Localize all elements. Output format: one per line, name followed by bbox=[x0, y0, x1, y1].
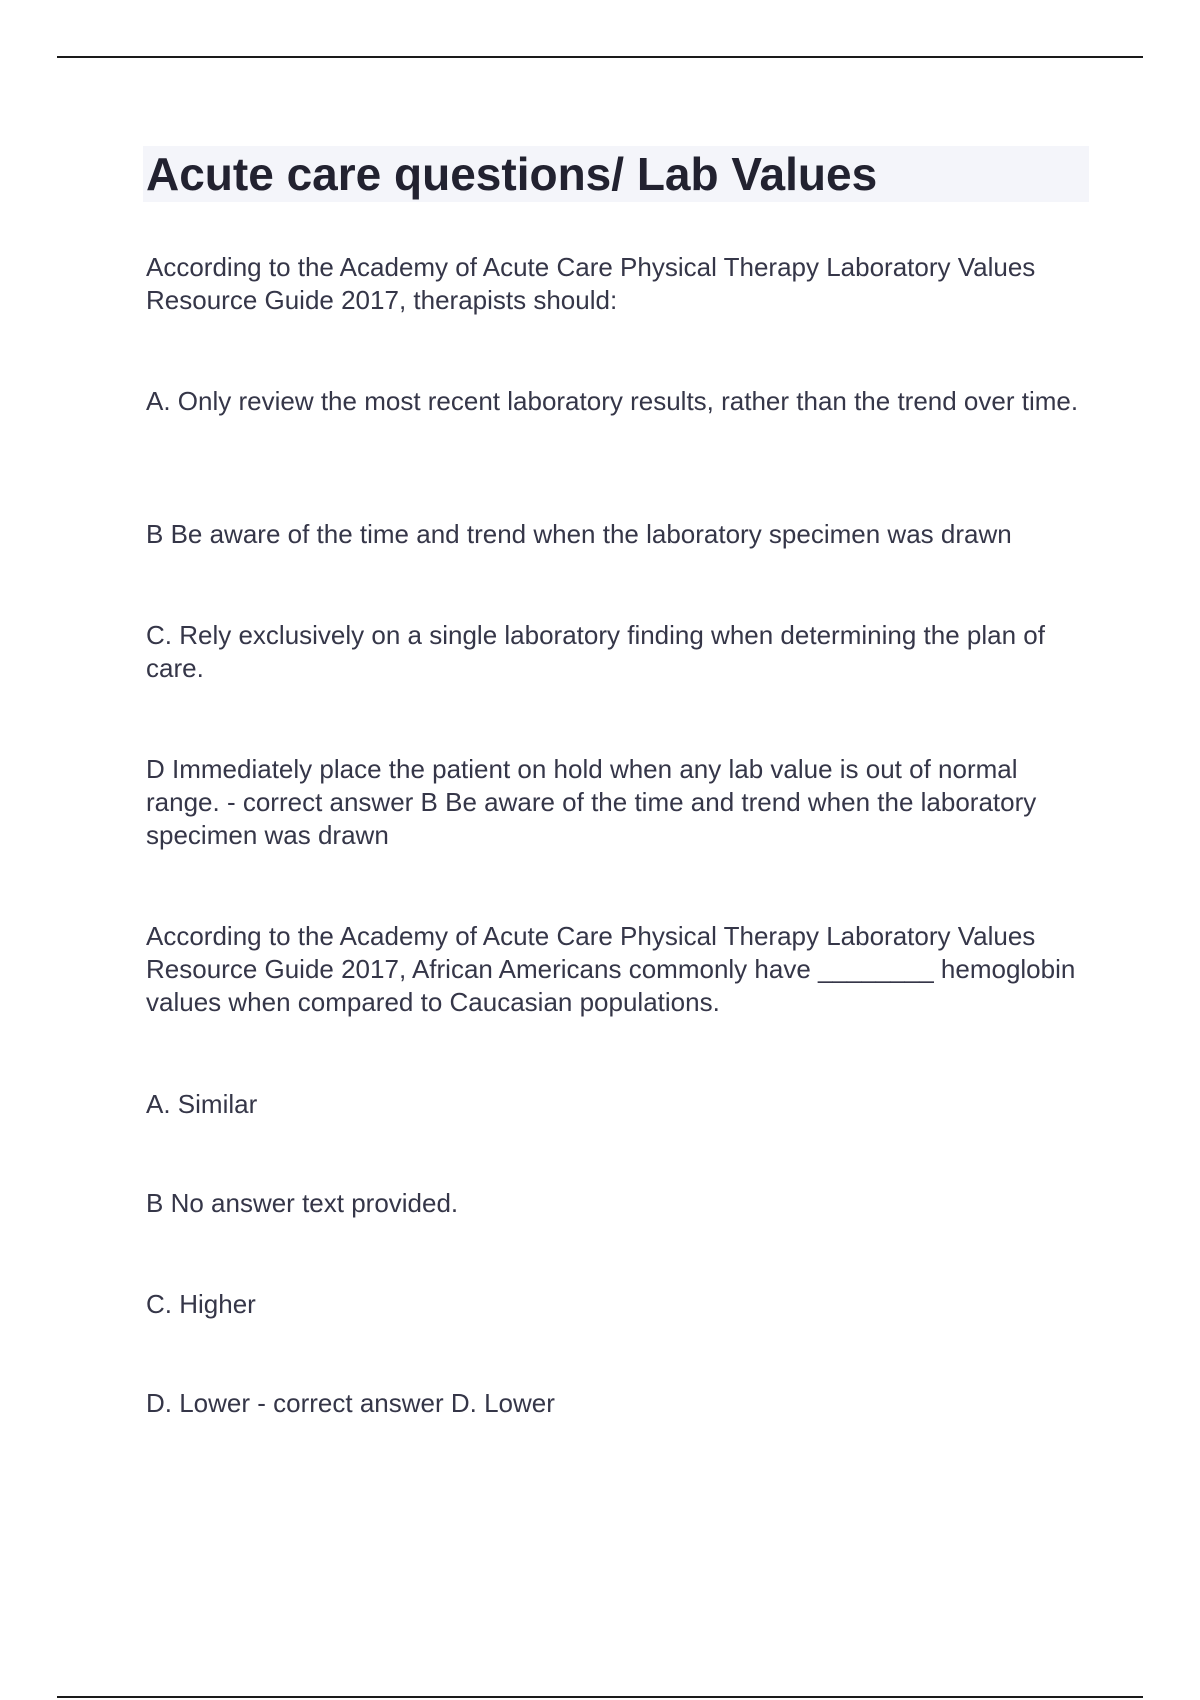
question-1-option-c: C. Rely exclusively on a single laboratory finding when determining the plan of care. bbox=[146, 620, 1045, 683]
question-2-option-a: A. Similar bbox=[146, 1089, 258, 1119]
question-1-text: According to the Academy of Acute Care Physical Therapy Laboratory Values Resource Guide 2017, therapists should: bbox=[146, 252, 1036, 315]
question-1-option-a: A. Only review the most recent laboratory results, rather than the trend over time. bbox=[146, 386, 1079, 416]
top-rule bbox=[57, 56, 1143, 58]
question-2-option-d-answer: D. Lower - correct answer D. Lower bbox=[146, 1388, 555, 1418]
question-2-option-c: C. Higher bbox=[146, 1289, 256, 1319]
page-title: Acute care questions/ Lab Values bbox=[146, 148, 878, 200]
bottom-rule bbox=[57, 1696, 1143, 1698]
question-1-option-b: B Be aware of the time and trend when the laboratory specimen was drawn bbox=[146, 519, 1012, 549]
question-1-option-d-answer: D Immediately place the patient on hold when any lab value is out of normal range. - correct answer B Be aware of the time and trend when the laboratory specimen was drawn bbox=[146, 754, 1037, 850]
question-2-option-b: B No answer text provided. bbox=[146, 1188, 459, 1218]
question-2-text: According to the Academy of Acute Care Physical Therapy Laboratory Values Resource Guide 2017, African Americans commonly have ________ hemoglobin values when compared to Caucasian populations. bbox=[146, 921, 1076, 1017]
